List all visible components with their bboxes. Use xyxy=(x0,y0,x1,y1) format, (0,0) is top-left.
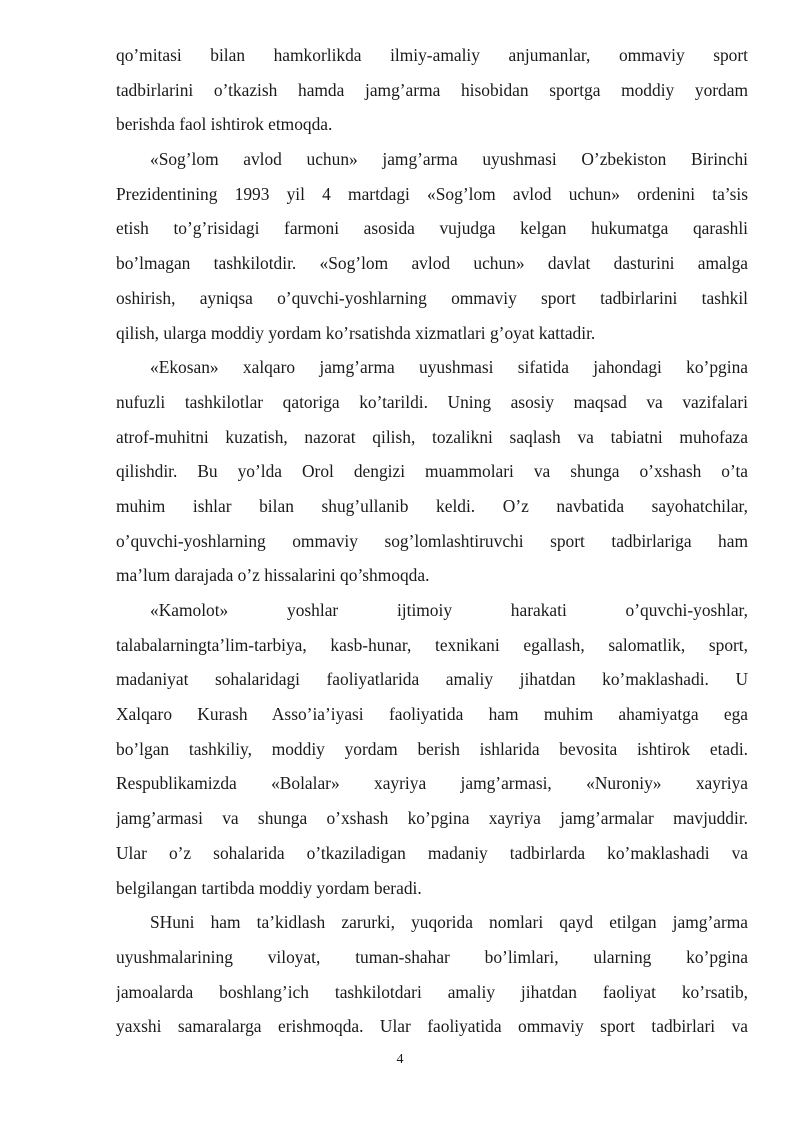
text-line: talabalarningta’lim-tarbiya, kasb-hunar, texnikani egallash, salomatlik, sport, xyxy=(116,634,748,655)
text-line: «Kamolot» yoshlar ijtimoiy harakati o’quvchi-yoshlar, xyxy=(150,600,748,621)
paragraph xyxy=(116,593,748,905)
text-line: qo’mitasi bilan hamkorlikda ilmiy-amaliy anjumanlar, ommaviy sport xyxy=(116,45,748,65)
text-line: nufuzli tashkilotlar qatoriga ko’tarildi. Uning asosiy maqsad va vazifalari xyxy=(116,391,748,412)
text-line: atrof-muhitni kuzatish, nazorat qilish, tozalikni saqlash va tabiatni muhofaza xyxy=(116,426,748,447)
text-line: Prezidentining 1993 yil 4 martdagi «Sog’lom avlod uchun» ordenini ta’sis xyxy=(116,183,748,204)
text-line: berishda faol ishtirok etmoqda. xyxy=(116,114,333,135)
text-line: uyushmalarining viloyat, tuman-shahar bo’limlari, ularning ko’pgina xyxy=(116,946,748,967)
text-line: Respublikamizda «Bolalar» xayriya jamg’armasi, «Nuroniy» xayriya xyxy=(116,773,748,794)
text-line: jamg’armasi va shunga o’xshash ko’pgina xayriya jamg’armalar mavjuddir. xyxy=(116,808,748,829)
paragraph xyxy=(116,142,748,350)
text-line: qilish, ularga moddiy yordam ko’rsatishda xizmatlari g’oyat kattadir. xyxy=(116,322,596,343)
text-line: oshirish, ayniqsa o’quvchi-yoshlarning ommaviy sport tadbirlarini tashkil xyxy=(116,287,748,308)
text-line: madaniyat sohalaridagi faoliyatlarida amaliy jihatdan ko’maklashadi. U xyxy=(116,669,748,690)
text-line: muhim ishlar bilan shug’ullanib keldi. O’z navbatida sayohatchilar, xyxy=(116,495,748,516)
text-line: o’quvchi-yoshlarning ommaviy sog’lomlashtiruvchi sport tadbirlariga ham xyxy=(116,530,748,551)
text-line: etish to’g’risidagi farmoni asosida vujudga kelgan hukumatga qarashli xyxy=(116,218,748,239)
text-line: tadbirlarini o’tkazish hamda jamg’arma hisobidan sportga moddiy yordam xyxy=(116,79,748,100)
text-line: ma’lum darajada o’z hissalarini qo’shmoqda. xyxy=(116,565,430,586)
text-line: bo’lgan tashkiliy, moddiy yordam berish ishlarida bevosita ishtirok etadi. xyxy=(116,738,748,759)
paragraph xyxy=(116,38,748,142)
text-line: bo’lmagan tashkilotdir. «Sog’lom avlod uchun» davlat dasturini amalga xyxy=(116,253,748,274)
text-line: SHuni ham ta’kidlash zarurki, yuqorida nomlari qayd etilgan jamg’arma xyxy=(150,912,748,933)
text-line: «Sog’lom avlod uchun» jamg’arma uyushmasi O’zbekiston Birinchi xyxy=(150,149,748,170)
page-number: 4 xyxy=(396,1052,404,1067)
text-line: yaxshi samaralarga erishmoqda. Ular faoliyatida ommaviy sport tadbirlari va xyxy=(116,1016,748,1037)
text-line: «Ekosan» xalqaro jamg’arma uyushmasi sifatida jahondagi ko’pgina xyxy=(150,357,748,378)
text-line: belgilangan tartibda moddiy yordam beradi. xyxy=(116,877,422,898)
text-line: Ular o’z sohalarida o’tkaziladigan madaniy tadbirlarda ko’maklashadi va xyxy=(116,842,748,863)
text-line: jamoalarda boshlang’ich tashkilotdari amaliy jihatdan faoliyat ko’rsatib, xyxy=(116,981,748,1002)
text-line: Xalqaro Kurash Asso’ia’iyasi faoliyatida ham muhim ahamiyatga ega xyxy=(116,704,748,725)
paragraph xyxy=(116,905,748,1044)
text-line: qilishdir. Bu yo’lda Orol dengizi muammolari va shunga o’xshash o’ta xyxy=(116,461,748,482)
body-text xyxy=(116,38,748,1044)
paragraph xyxy=(116,350,748,593)
